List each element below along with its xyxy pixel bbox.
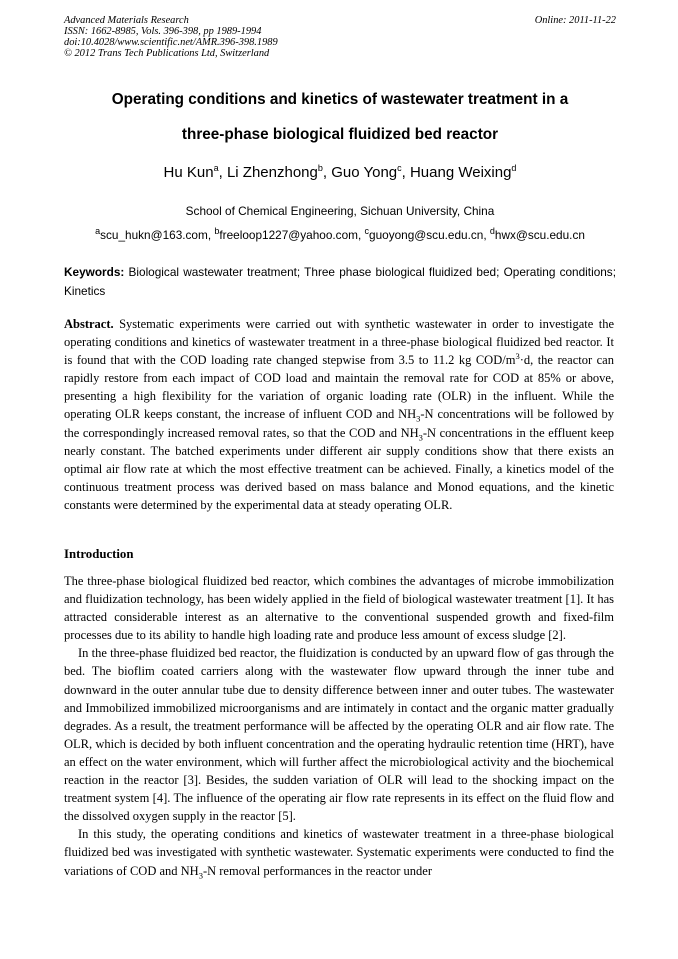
- intro-paragraph-3-text-b: -N removal performances in the reactor under: [202, 863, 433, 878]
- paper-title-line-2: three-phase biological fluidized bed reactor: [181, 126, 499, 143]
- abstract-text-2: ·d, the reactor can rapidly restore from each impact of COD load and maintain the removal rate for COD at 85% or above, presenting a high flexibility for the variation of organic loading rate (OLR) in the influent. While the operating OLR keeps constant, the increase of influent COD and NH: [64, 353, 614, 422]
- abstract-text-1: Systematic experiments were carried out with synthetic wastewater in order to investigate the operating conditions and kinetics of wastewater treatment in a three-phase biological fluidized bed reactor. It is found that with the COD loading rate changed stepwise from 3.5 to 11.2 kg COD/m: [64, 317, 614, 368]
- author-name: Li Zhenzhong: [226, 164, 318, 181]
- keywords: [64, 263, 616, 301]
- keywords-label: Keywords:: [64, 265, 125, 279]
- intro-paragraph-3-text-a: In this study, the operating conditions and kinetics of wastewater treatment in a three-phase biological fluidized bed was investigated with synthetic wastewater. Systematic experiments were conducted to find the variations of COD and NH: [64, 827, 614, 878]
- intro-paragraph-3: [64, 825, 614, 879]
- journal-header: [64, 15, 616, 59]
- email-mark: b: [214, 226, 220, 237]
- keywords-text: Biological wastewater treatment; Three phase biological fluidized bed; Operating conditions; Kinetics: [64, 265, 616, 298]
- author-name: Huang Weixing: [409, 164, 512, 181]
- abstract-text-4: -N concentrations in the effluent keep nearly constant. The batched experiments under different air supply conditions show that there exists an optimal air flow rate at which the most effective treatment can be achieved. Finally, a kinetics model of the continuous treatment process was derived based on mass balance and Monod equations, and the kinetic constants were determined by the experimental data at steady operating OLR.: [64, 425, 614, 512]
- paper-title-line-1: Operating conditions and kinetics of wastewater treatment in a: [111, 91, 569, 108]
- author-mark: a: [213, 163, 219, 173]
- introduction-body: [64, 572, 614, 880]
- email-address: scu_hukn@163.com: [100, 228, 208, 242]
- author-mark: c: [397, 163, 402, 173]
- issn-line: ISSN: 1662-8985, Vols. 396-398, pp 1989-1994: [64, 26, 262, 37]
- author-list: Hu Kun$^a$, Li Zhenzhong$^b$, Guo Yong$^c$, Huang Weixing$^d$: [163, 163, 517, 181]
- intro-subscript: 3: [198, 870, 203, 880]
- section-heading-introduction: Introduction: [64, 547, 134, 561]
- journal-name: Advanced Materials Research: [64, 15, 189, 26]
- author-name: Guo Yong: [331, 164, 398, 181]
- intro-paragraph-1: The three-phase biological fluidized bed reactor, which combines the advantages of microbe immobilization and fluidization technology, has been widely applied in the field of biological wastewater treatment [1]. It has attracted considerable interest as an alternative to the conventional suspended growth and fixed-film processes due to its ability to handle high loading rate and produce less amount of excess sludge [2].: [64, 574, 614, 643]
- copyright-line: © 2012 Trans Tech Publications Ltd, Switzerland: [64, 48, 270, 59]
- affiliation: School of Chemical Engineering, Sichuan University, China: [185, 204, 495, 218]
- abstract: [64, 315, 614, 514]
- email-address: guoyong@scu.edu.cn: [369, 228, 484, 242]
- email-mark: d: [489, 226, 495, 237]
- online-date: Online: 2011-11-22: [534, 15, 616, 26]
- author-name: Hu Kun: [163, 164, 214, 181]
- email-address: hwx@scu.edu.cn: [494, 228, 585, 242]
- author-mark: d: [511, 163, 517, 173]
- email-mark: a: [95, 226, 101, 237]
- email-list: $^a$scu_hukn@163.com, $^b$freeloop1227@yahoo.com, $^c$guoyong@scu.edu.cn, $^d$hwx@scu.edu.cn: [95, 226, 585, 242]
- author-mark: b: [317, 163, 323, 173]
- abstract-label: Abstract.: [64, 317, 114, 331]
- intro-paragraph-2: In the three-phase fluidized bed reactor, the fluidization is conducted by an upward flow of gas through the bed. The bioflim coated carriers along with the wastewater flow upward through the inner tube and downward in the outer annular tube due to density difference between inner and outer tubes. The wastewater and Immobilized immobilized microorganisms and are intimately in contact and the organic matter gradually degrades. As a result, the treatment performance will be affected by the operating OLR and air flow rate. The OLR, which is decided by both influent concentration and the operating hydraulic retention time (HRT), have an effect on the water environment, which will further affect the microbiological activity and the biochemical reaction in the reactor [3]. Besides, the sudden variation of OLR will lead to the shocking impact on the treatment system [4]. The influence of the operating air flow rate represents in its effect on the fluid flow and the dissolved oxygen supply in the reactor [5].: [64, 646, 614, 824]
- abstract-superscript: 3: [515, 351, 520, 362]
- email-mark: c: [364, 226, 370, 237]
- doi-line: doi:10.4028/www.scientific.net/AMR.396-398.1989: [64, 37, 278, 48]
- email-address: freeloop1227@yahoo.com: [219, 228, 358, 242]
- abstract-subscript: 3: [418, 432, 423, 443]
- abstract-text-3: -N concentrations will be followed by the correspondingly increased removal rates, so that the COD and NH: [64, 407, 614, 440]
- abstract-subscript: 3: [416, 413, 421, 424]
